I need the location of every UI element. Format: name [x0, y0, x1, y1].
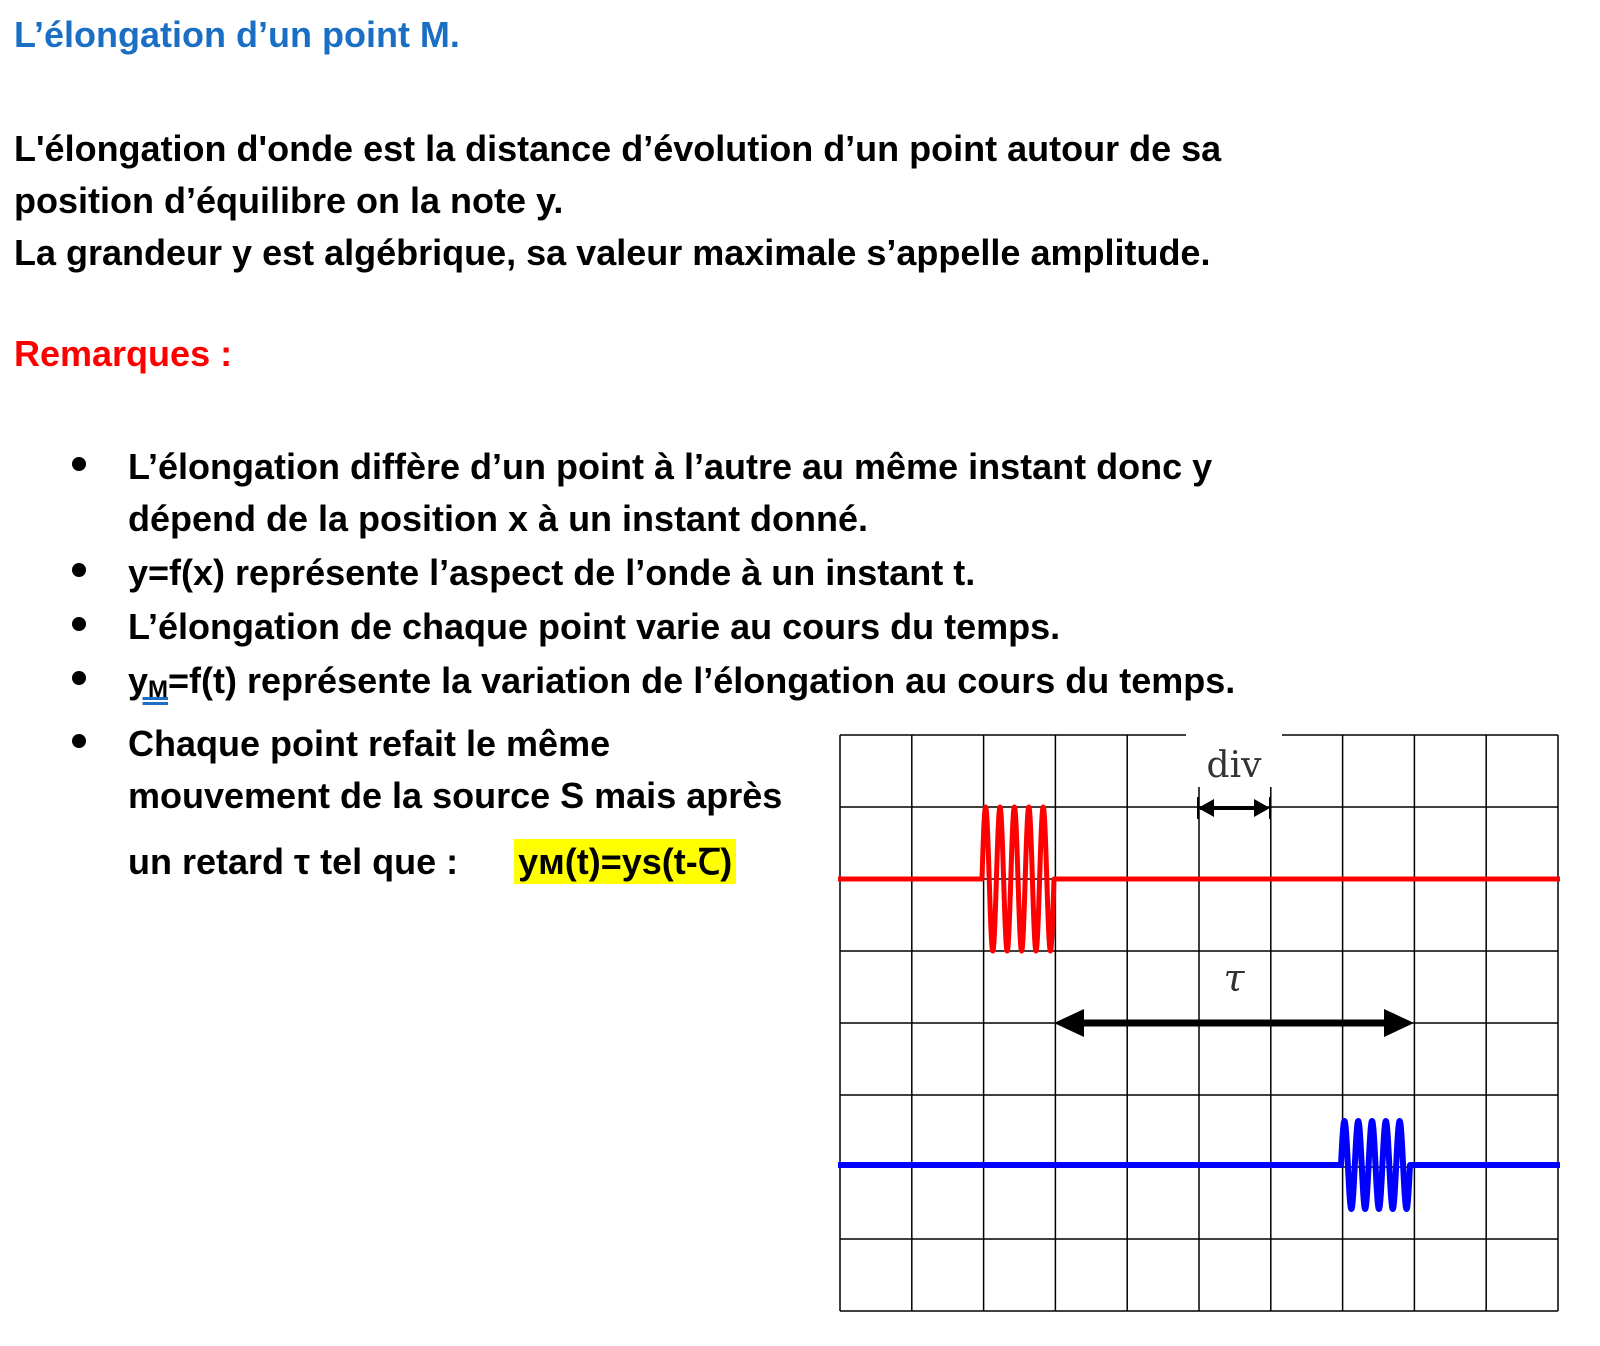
wave-delay-figure — [838, 733, 1560, 1313]
bullet-icon — [72, 457, 86, 471]
ym-main: y — [128, 660, 149, 701]
remark-text: dépend de la position x à un instant donné. — [128, 498, 869, 539]
bullet-icon — [72, 734, 86, 748]
remark-retard-text: un retard τ tel que : — [128, 841, 459, 882]
ym-symbol — [128, 660, 168, 701]
div-arrow — [1198, 797, 1270, 819]
remark-item — [0, 601, 1235, 653]
remark-text: L’élongation diffère d’un point à l’autre au même instant donc y — [128, 446, 1213, 487]
remark-rest: =f(t) représente la variation de l’élongation au cours du temps. — [168, 660, 1236, 701]
page-heading: L’élongation d’un point M. — [14, 14, 460, 55]
remark-text: L’élongation de chaque point varie au cours du temps. — [128, 606, 1061, 647]
remark-item — [0, 441, 1235, 545]
remark-text: Chaque point refait le même — [128, 723, 611, 764]
definition-line: position d’équilibre on la note y. — [14, 180, 564, 221]
definition-paragraph — [14, 123, 1221, 279]
definition-line: L'élongation d'onde est la distance d’évolution d’un point autour de sa — [14, 128, 1222, 169]
bullet-icon — [72, 671, 86, 685]
remark-item — [0, 655, 1235, 716]
remark-item — [0, 547, 1235, 599]
div-label: div — [1206, 745, 1262, 786]
tau-label: τ — [1223, 956, 1245, 1000]
ym-subscript: M — [148, 676, 169, 703]
definition-line: La grandeur y est algébrique, sa valeur maximale s’appelle amplitude. — [14, 232, 1211, 273]
bullet-icon — [72, 617, 86, 631]
tau-arrow — [1054, 1009, 1414, 1037]
remark-text: y=f(x) représente l’aspect de l’onde à un instant t. — [128, 552, 976, 593]
remark-text — [128, 655, 1235, 716]
bullet-icon — [72, 563, 86, 577]
formula-highlight: yᴍ(t)=ys(t-Ꞇ) — [514, 839, 736, 884]
remark-text: mouvement de la source S mais après — [128, 775, 783, 816]
remarks-title: Remarques : — [14, 333, 233, 374]
